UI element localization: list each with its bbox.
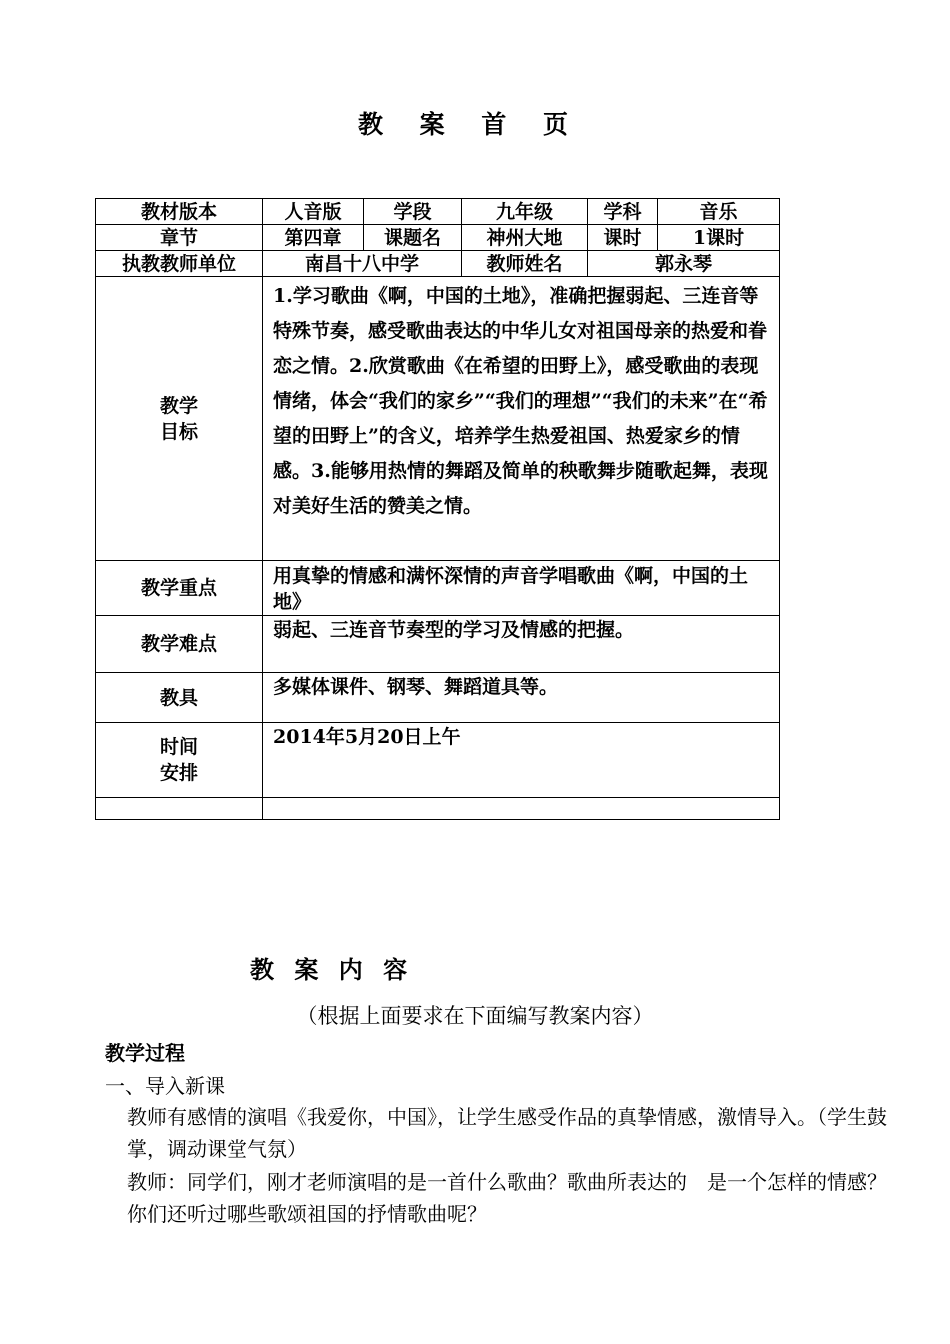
- school-value: 南昌十八中学: [263, 251, 462, 277]
- textbook-version-label: 教材版本: [96, 199, 263, 225]
- paragraph-2: 教师：同学们，刚才老师演唱的是一首什么歌曲？歌曲所表达的 是一个怎样的情感？你们还听过哪些歌颂祖国的抒情歌曲呢？: [127, 1170, 887, 1226]
- table-row: [96, 561, 780, 616]
- table-row: [96, 251, 780, 277]
- period-value: 1课时: [658, 225, 780, 251]
- schedule-text: 2014年5月20日上午: [263, 723, 780, 798]
- objectives-label-line1: 教学: [159, 394, 198, 417]
- objectives-text: 1.学习歌曲《啊，中国的土地》，准确把握弱起、三连音等特殊节奏，感受歌曲表达的中华儿女对祖国母亲的热爱和眷恋之情。2.欣赏歌曲《在希望的田野上》，感受歌曲的表现情绪，体会“我们的家乡”“我们的理想”“我们的未来”在“希望的田野上”的含义，培养学生热爱祖国、热爱家乡的情感。3.能够用热情的舞蹈及简单的秧歌舞步随歌起舞，表现对美好生活的赞美之情。: [263, 277, 780, 561]
- table-row: [96, 616, 780, 673]
- objectives-label-line2: 目标: [159, 420, 198, 443]
- chapter-value: 第四章: [263, 225, 364, 251]
- table-row: [96, 225, 780, 251]
- tools-label: 教具: [96, 673, 263, 723]
- paragraph-1: 教师有感情的演唱《我爱你，中国》，让学生感受作品的真挚情感，激情导入。（学生鼓掌，调动课堂气氛）: [127, 1105, 887, 1161]
- subject-value: 音乐: [658, 199, 780, 225]
- subject-label: 学科: [588, 199, 658, 225]
- chapter-label: 章节: [96, 225, 263, 251]
- table-row: [96, 673, 780, 723]
- empty-cell: [263, 798, 780, 820]
- school-label: 执教教师单位: [96, 251, 263, 277]
- page-title: 教 案 首 页: [357, 110, 583, 139]
- grade-level-label: 学段: [364, 199, 462, 225]
- content-section-title: 教 案 内 容: [250, 955, 414, 984]
- difficulties-label: 教学难点: [96, 616, 263, 673]
- schedule-label-line1: 时间: [159, 736, 198, 758]
- empty-cell: [96, 798, 263, 820]
- grade-level-value: 九年级: [462, 199, 588, 225]
- lesson-title-value: 神州大地: [462, 225, 588, 251]
- key-points-label: 教学重点: [96, 561, 263, 616]
- process-heading: 教学过程: [105, 1041, 185, 1065]
- lesson-title-label: 课题名: [364, 225, 462, 251]
- step1-heading: 一、导入新课: [105, 1074, 225, 1098]
- key-points-text: 用真挚的情感和满怀深情的声音学唱歌曲《啊，中国的土地》: [263, 561, 780, 616]
- tools-text: 多媒体课件、钢琴、舞蹈道具等。: [263, 673, 780, 723]
- lesson-info-table: [95, 198, 780, 820]
- table-row: [96, 199, 780, 225]
- table-row: [96, 277, 780, 561]
- content-section-subtitle: （根据上面要求在下面编写教案内容）: [296, 1004, 654, 1028]
- schedule-label-line2: 安排: [159, 762, 198, 784]
- difficulties-text: 弱起、三连音节奏型的学习及情感的把握。: [263, 616, 780, 673]
- textbook-version-value: 人音版: [263, 199, 364, 225]
- teacher-name-label: 教师姓名: [462, 251, 588, 277]
- schedule-label: [96, 723, 263, 798]
- period-label: 课时: [588, 225, 658, 251]
- teacher-name-value: 郭永琴: [588, 251, 780, 277]
- table-row: [96, 798, 780, 820]
- objectives-label: [96, 277, 263, 561]
- table-row: [96, 723, 780, 798]
